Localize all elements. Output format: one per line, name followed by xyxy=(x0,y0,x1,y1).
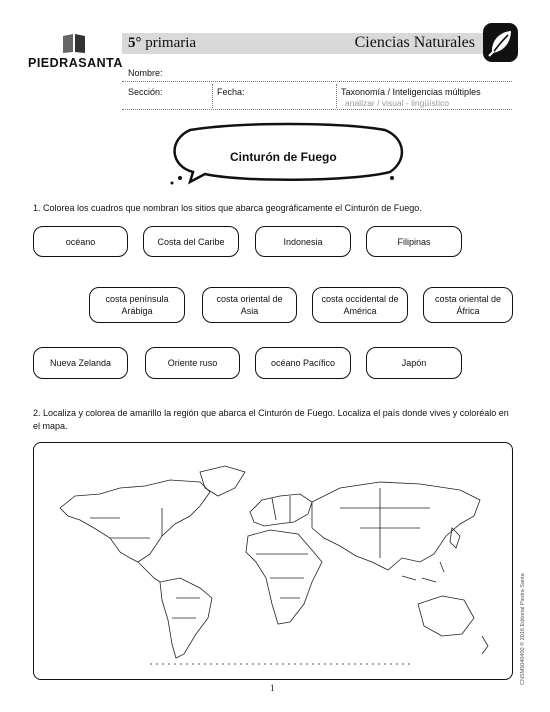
answer-box[interactable]: Costa del Caribe xyxy=(143,226,239,257)
world-map[interactable] xyxy=(50,458,500,668)
seccion-label: Sección: xyxy=(128,87,163,97)
answer-box[interactable]: Nueva Zelanda xyxy=(33,347,128,379)
field-divider xyxy=(212,84,213,108)
field-divider xyxy=(336,84,337,108)
answer-box[interactable]: océano xyxy=(33,226,128,257)
answer-box[interactable]: Oriente ruso xyxy=(145,347,240,379)
taxonomia-label: Taxonomía / Inteligencias múltiples xyxy=(341,87,481,97)
taxonomia-sub: analizar / visual - lingüístico xyxy=(345,98,449,108)
question-2: 2. Localiza y colorea de amarillo la región que abarca el Cinturón de Fuego. Localiza el país donde vives y coloréalo en el mapa. xyxy=(33,408,509,431)
grade-label: 5° primaria xyxy=(128,35,197,51)
leaf-icon xyxy=(483,23,518,62)
nombre-label: Nombre: xyxy=(128,68,163,78)
answer-box[interactable]: Filipinas xyxy=(366,226,462,257)
answer-box[interactable]: costa occidental de América xyxy=(312,287,408,323)
publisher-logo: PIEDRASANTA xyxy=(28,56,123,70)
answer-box[interactable]: costa oriental de África xyxy=(423,287,513,323)
answer-box[interactable]: costa península Arábiga xyxy=(89,287,185,323)
fecha-label: Fecha: xyxy=(217,87,245,97)
subject-title: Ciencias Naturales xyxy=(354,34,475,51)
nombre-line xyxy=(122,81,512,82)
answer-box[interactable]: Japón xyxy=(366,347,462,379)
page-number: 1 xyxy=(270,683,275,693)
section-line xyxy=(122,109,512,110)
book-logo-icon xyxy=(61,32,87,54)
answer-box[interactable]: océano Pacífico xyxy=(255,347,351,379)
answer-box[interactable]: costa oriental de Asia xyxy=(202,287,297,323)
question-1: 1. Colorea los cuadros que nombran los sitios que abarca geográficamente el Cinturón de Fuego. xyxy=(33,203,422,213)
copyright-code: CNSM5040400 © 2016 Editorial Piedra Santa xyxy=(520,573,526,685)
page-title: Cinturón de Fuego xyxy=(230,150,337,164)
answer-box[interactable]: Indonesia xyxy=(255,226,351,257)
